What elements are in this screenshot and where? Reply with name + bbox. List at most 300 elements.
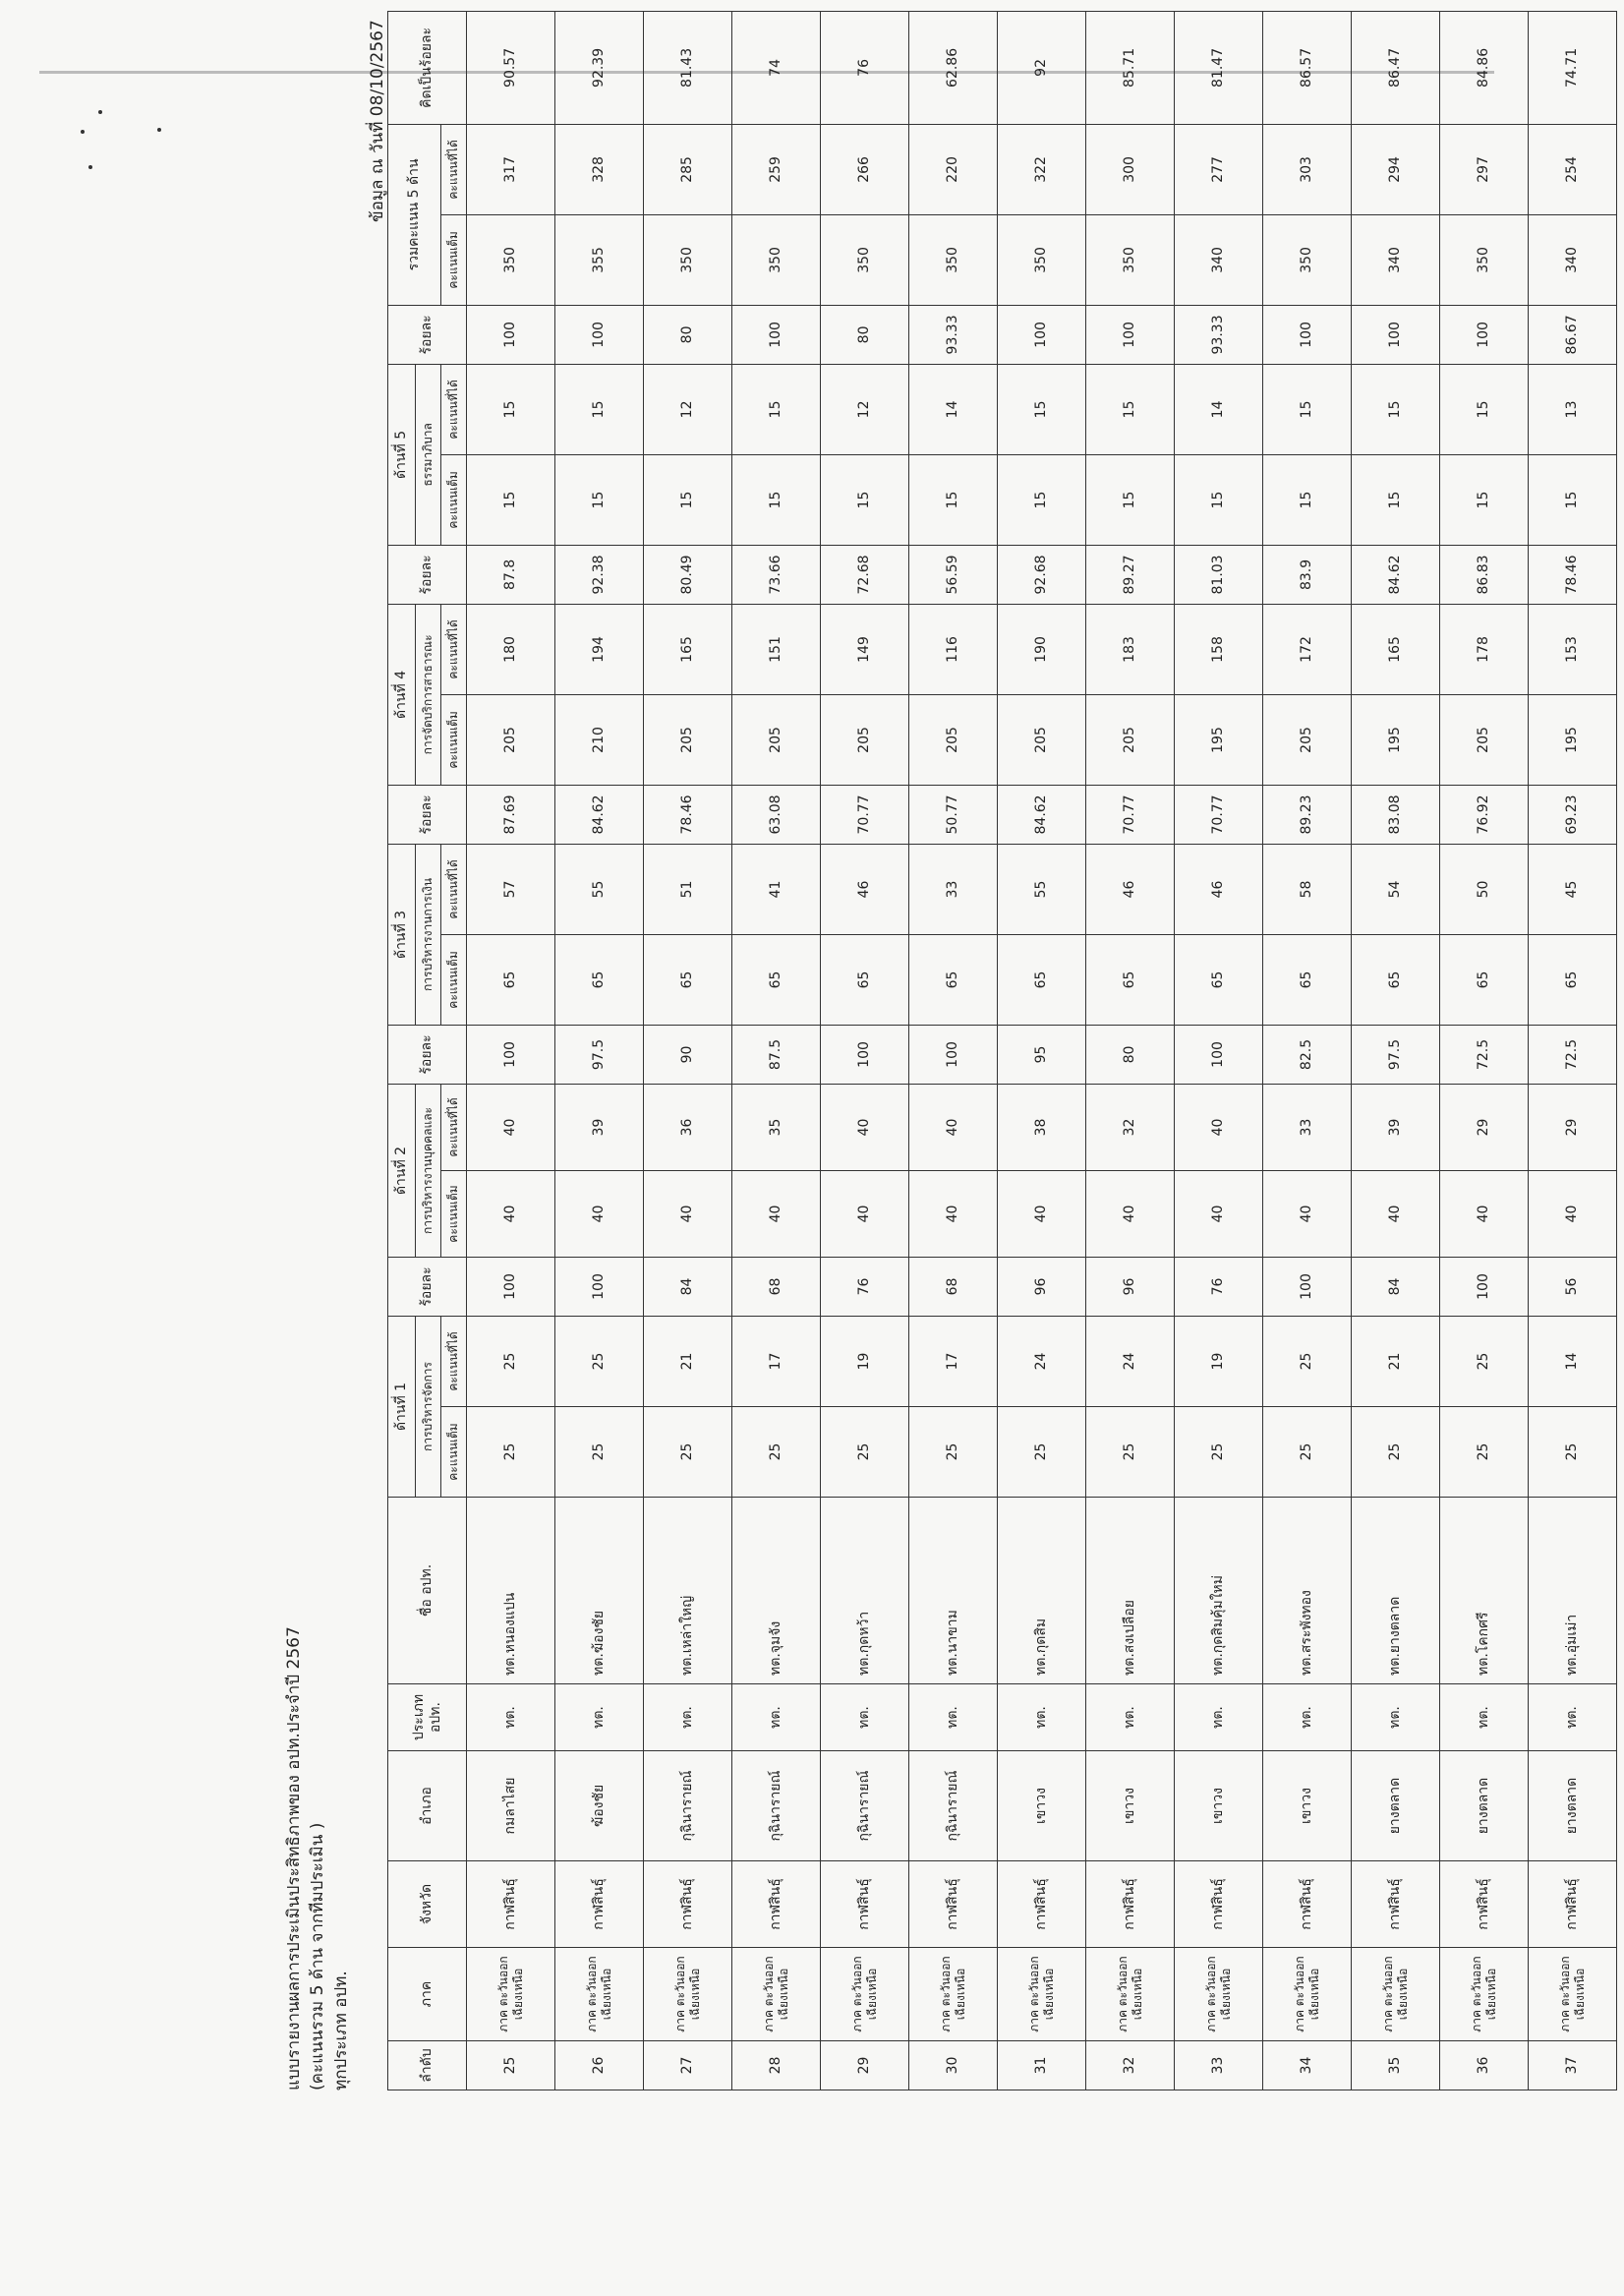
cell-province: กาฬสินธุ์ (821, 1861, 909, 1948)
cell-overall-pct: 74 (732, 11, 821, 124)
cell-overall-pct: 90.57 (467, 11, 555, 124)
cell-dim3-full: 65 (1440, 934, 1529, 1025)
cell-dim2-got: 29 (1529, 1084, 1617, 1170)
cell-dim2-pct: 80 (1086, 1025, 1175, 1084)
cell-dim1-got: 14 (1529, 1316, 1617, 1406)
cell-dim1-pct: 68 (909, 1257, 998, 1316)
cell-district: เขาวง (1086, 1751, 1175, 1861)
cell-dim5-full: 15 (998, 454, 1086, 545)
header-dim1-pct: ร้อยละ (388, 1257, 467, 1316)
cell-total-full: 350 (1440, 214, 1529, 305)
cell-dim5-pct: 80 (644, 305, 732, 364)
cell-dim3-got: 54 (1352, 844, 1440, 934)
cell-dim1-got: 25 (1440, 1316, 1529, 1406)
cell-no: 34 (1263, 2041, 1352, 2090)
cell-dim5-got: 15 (467, 364, 555, 454)
cell-dim5-pct: 100 (467, 305, 555, 364)
cell-dim4-pct: 80.49 (644, 545, 732, 604)
cell-dim5-pct: 80 (821, 305, 909, 364)
cell-dim3-pct: 84.62 (998, 785, 1086, 844)
cell-dim3-full: 65 (821, 934, 909, 1025)
cell-total-full: 350 (821, 214, 909, 305)
cell-district: ยางตลาด (1352, 1751, 1440, 1861)
cell-dim5-got: 14 (1175, 364, 1263, 454)
cell-region: ภาค ตะวันออกเฉียงเหนือ (1086, 1948, 1175, 2041)
cell-dim4-pct: 81.03 (1175, 545, 1263, 604)
cell-dim1-pct: 68 (732, 1257, 821, 1316)
cell-region: ภาค ตะวันออกเฉียงเหนือ (821, 1948, 909, 2041)
report-heading (273, 714, 381, 2090)
cell-dim4-pct: 78.46 (1529, 545, 1617, 604)
header-dim5-pct: ร้อยละ (388, 305, 467, 364)
cell-dim5-full: 15 (1263, 454, 1352, 545)
header-got: คะแนนที่ได้ (441, 1084, 467, 1170)
cell-province: กาฬสินธุ์ (1352, 1861, 1440, 1948)
cell-dim5-full: 15 (644, 454, 732, 545)
cell-dim4-pct: 73.66 (732, 545, 821, 604)
cell-dim3-full: 65 (1263, 934, 1352, 1025)
cell-lao-name: ทต.สงเปลือย (1086, 1498, 1175, 1684)
cell-total-got: 294 (1352, 124, 1440, 214)
cell-dim5-got: 15 (998, 364, 1086, 454)
cell-dim5-pct: 100 (1263, 305, 1352, 364)
cell-dim5-got: 15 (1352, 364, 1440, 454)
cell-dim1-pct: 100 (467, 1257, 555, 1316)
cell-dim1-full: 25 (998, 1407, 1086, 1498)
cell-overall-pct: 92.39 (555, 11, 644, 124)
report-scope: ทุกประเภท อปท. (331, 1971, 351, 2090)
header-dim2-name: การบริหารงานบุคคลและ (416, 1084, 441, 1257)
report-subtitle: (คะแนนรวม 5 ด้าน จากทีมประเมิน ) (308, 1822, 327, 2090)
cell-dim4-got: 178 (1440, 604, 1529, 694)
cell-dim2-got: 40 (1175, 1084, 1263, 1170)
cell-total-full: 350 (1086, 214, 1175, 305)
cell-dim4-full: 205 (1086, 694, 1175, 785)
cell-total-got: 266 (821, 124, 909, 214)
cell-region: ภาค ตะวันออกเฉียงเหนือ (1529, 1948, 1617, 2041)
cell-total-got: 277 (1175, 124, 1263, 214)
cell-total-full: 350 (467, 214, 555, 305)
cell-dim3-pct: 70.77 (1086, 785, 1175, 844)
cell-total-full: 350 (1263, 214, 1352, 305)
cell-dim4-got: 153 (1529, 604, 1617, 694)
header-region: ภาค (388, 1948, 467, 2041)
cell-overall-pct: 86.57 (1263, 11, 1352, 124)
table-row (1263, 11, 1352, 2090)
header-no: ลำดับ (388, 2041, 467, 2090)
cell-dim3-full: 65 (555, 934, 644, 1025)
cell-dim4-full: 195 (1529, 694, 1617, 785)
cell-dim1-pct: 76 (821, 1257, 909, 1316)
cell-dim4-pct: 92.68 (998, 545, 1086, 604)
cell-dim3-got: 46 (821, 844, 909, 934)
cell-dim5-got: 14 (909, 364, 998, 454)
cell-dim2-got: 33 (1263, 1084, 1352, 1170)
cell-dim2-full: 40 (1086, 1170, 1175, 1257)
cell-dim1-got: 19 (821, 1316, 909, 1406)
cell-lao-name: ทต.อุ่มเม่า (1529, 1498, 1617, 1684)
cell-dim2-got: 29 (1440, 1084, 1529, 1170)
cell-lao-name: ทต.เหล่าใหญ่ (644, 1498, 732, 1684)
cell-dim2-got: 40 (467, 1084, 555, 1170)
cell-province: กาฬสินธุ์ (644, 1861, 732, 1948)
cell-dim4-full: 205 (1263, 694, 1352, 785)
cell-dim1-pct: 76 (1175, 1257, 1263, 1316)
cell-dim3-full: 65 (1352, 934, 1440, 1025)
cell-lao-name: ทต.จุมจัง (732, 1498, 821, 1684)
cell-dim5-pct: 100 (1352, 305, 1440, 364)
header-dim3-name: การบริหารงานการเงิน (416, 844, 441, 1025)
cell-dim5-got: 15 (1086, 364, 1175, 454)
cell-region: ภาค ตะวันออกเฉียงเหนือ (909, 1948, 998, 2041)
header-dim3: ด้านที่ 3 (388, 844, 416, 1025)
header-got: คะแนนที่ได้ (441, 1316, 467, 1406)
cell-dim2-full: 40 (1440, 1170, 1529, 1257)
cell-district: ฆ้องชัย (555, 1751, 644, 1861)
cell-dim2-full: 40 (1175, 1170, 1263, 1257)
cell-dim3-got: 46 (1175, 844, 1263, 934)
cell-dim2-got: 32 (1086, 1084, 1175, 1170)
table-row (1175, 11, 1263, 2090)
cell-overall-pct: 74.71 (1529, 11, 1617, 124)
cell-lao-type: ทต. (644, 1684, 732, 1751)
as-of-date: ข้อมูล ณ วันที่ 08/10/2567 (368, 20, 387, 222)
header-full: คะแนนเต็ม (441, 934, 467, 1025)
cell-no: 27 (644, 2041, 732, 2090)
cell-province: กาฬสินธุ์ (1440, 1861, 1529, 1948)
cell-lao-type: ทต. (1175, 1684, 1263, 1751)
cell-lao-type: ทต. (1440, 1684, 1529, 1751)
cell-region: ภาค ตะวันออกเฉียงเหนือ (998, 1948, 1086, 2041)
cell-lao-type: ทต. (1263, 1684, 1352, 1751)
cell-dim2-pct: 100 (1175, 1025, 1263, 1084)
cell-lao-name: ทต.ยางตลาด (1352, 1498, 1440, 1684)
cell-lao-type: ทต. (467, 1684, 555, 1751)
cell-district: เขาวง (998, 1751, 1086, 1861)
table-row (1440, 11, 1529, 2090)
cell-dim5-full: 15 (467, 454, 555, 545)
cell-dim4-full: 205 (821, 694, 909, 785)
table-row (467, 11, 555, 2090)
cell-dim1-full: 25 (1086, 1407, 1175, 1498)
cell-overall-pct: 81.43 (644, 11, 732, 124)
cell-dim5-full: 15 (1352, 454, 1440, 545)
cell-dim4-pct: 83.9 (1263, 545, 1352, 604)
cell-dim2-got: 39 (1352, 1084, 1440, 1170)
cell-dim4-got: 151 (732, 604, 821, 694)
header-dim2: ด้านที่ 2 (388, 1084, 416, 1257)
cell-dim1-got: 25 (555, 1316, 644, 1406)
cell-overall-pct: 92 (998, 11, 1086, 124)
scan-speck (88, 165, 92, 169)
cell-dim3-full: 65 (644, 934, 732, 1025)
cell-region: ภาค ตะวันออกเฉียงเหนือ (1440, 1948, 1529, 2041)
cell-dim3-got: 33 (909, 844, 998, 934)
cell-dim1-got: 17 (909, 1316, 998, 1406)
table-row (732, 11, 821, 2090)
cell-dim1-pct: 96 (998, 1257, 1086, 1316)
cell-total-got: 220 (909, 124, 998, 214)
cell-dim2-got: 39 (555, 1084, 644, 1170)
cell-total-got: 297 (1440, 124, 1529, 214)
cell-dim1-full: 25 (644, 1407, 732, 1498)
cell-no: 28 (732, 2041, 821, 2090)
table-row (821, 11, 909, 2090)
header-dim1: ด้านที่ 1 (388, 1316, 416, 1497)
header-dim5-name: ธรรมาภิบาล (416, 364, 441, 545)
cell-dim5-full: 15 (1086, 454, 1175, 545)
cell-dim1-pct: 100 (1263, 1257, 1352, 1316)
cell-dim3-full: 65 (998, 934, 1086, 1025)
report-title: แบบรายงานผลการประเมินประสิทธิภาพของ อปท.ประจำปี 2567 (284, 1626, 304, 2090)
cell-dim4-pct: 84.62 (1352, 545, 1440, 604)
cell-dim1-got: 17 (732, 1316, 821, 1406)
cell-dim3-full: 65 (732, 934, 821, 1025)
cell-lao-name: ทต.สระพังทอง (1263, 1498, 1352, 1684)
cell-dim3-pct: 83.08 (1352, 785, 1440, 844)
cell-total-got: 300 (1086, 124, 1175, 214)
header-dim5: ด้านที่ 5 (388, 364, 416, 545)
cell-dim4-full: 205 (732, 694, 821, 785)
cell-dim5-full: 15 (1529, 454, 1617, 545)
header-got: คะแนนที่ได้ (441, 124, 467, 214)
cell-district: กุฉินารายณ์ (732, 1751, 821, 1861)
header-dim1-name: การบริหารจัดการ (416, 1316, 441, 1497)
cell-lao-name: ทต.หนองแปน (467, 1498, 555, 1684)
cell-dim4-pct: 87.8 (467, 545, 555, 604)
cell-province: กาฬสินธุ์ (1086, 1861, 1175, 1948)
cell-district: เขาวง (1263, 1751, 1352, 1861)
cell-dim3-pct: 50.77 (909, 785, 998, 844)
cell-dim2-pct: 95 (998, 1025, 1086, 1084)
cell-dim3-full: 65 (1529, 934, 1617, 1025)
cell-dim3-pct: 70.77 (821, 785, 909, 844)
cell-dim4-got: 183 (1086, 604, 1175, 694)
cell-dim2-full: 40 (644, 1170, 732, 1257)
cell-lao-type: ทต. (998, 1684, 1086, 1751)
cell-no: 36 (1440, 2041, 1529, 2090)
cell-dim1-got: 19 (1175, 1316, 1263, 1406)
cell-province: กาฬสินธุ์ (1175, 1861, 1263, 1948)
cell-dim5-pct: 100 (732, 305, 821, 364)
header-got: คะแนนที่ได้ (441, 364, 467, 454)
cell-district: ยางตลาด (1440, 1751, 1529, 1861)
cell-dim3-pct: 69.23 (1529, 785, 1617, 844)
cell-lao-name: ทต.โคกศรี (1440, 1498, 1529, 1684)
cell-dim4-got: 172 (1263, 604, 1352, 694)
cell-dim4-full: 195 (1175, 694, 1263, 785)
cell-no: 26 (555, 2041, 644, 2090)
cell-province: กาฬสินธุ์ (1529, 1861, 1617, 1948)
cell-dim2-full: 40 (555, 1170, 644, 1257)
cell-dim1-full: 25 (1263, 1407, 1352, 1498)
cell-total-full: 340 (1352, 214, 1440, 305)
cell-dim5-full: 15 (555, 454, 644, 545)
cell-dim3-got: 58 (1263, 844, 1352, 934)
cell-dim3-got: 41 (732, 844, 821, 934)
cell-dim5-pct: 86.67 (1529, 305, 1617, 364)
cell-dim4-pct: 89.27 (1086, 545, 1175, 604)
cell-dim5-pct: 100 (555, 305, 644, 364)
cell-dim4-full: 205 (1440, 694, 1529, 785)
cell-lao-name: ทต.นาขาม (909, 1498, 998, 1684)
cell-total-full: 340 (1175, 214, 1263, 305)
cell-total-full: 350 (732, 214, 821, 305)
cell-dim2-full: 40 (821, 1170, 909, 1257)
cell-district: ยางตลาด (1529, 1751, 1617, 1861)
cell-total-full: 350 (909, 214, 998, 305)
cell-total-got: 322 (998, 124, 1086, 214)
cell-district: กุฉินารายณ์ (821, 1751, 909, 1861)
cell-dim4-pct: 86.83 (1440, 545, 1529, 604)
cell-dim2-pct: 72.5 (1529, 1025, 1617, 1084)
cell-dim5-got: 15 (555, 364, 644, 454)
cell-dim4-got: 190 (998, 604, 1086, 694)
cell-overall-pct: 85.71 (1086, 11, 1175, 124)
cell-region: ภาค ตะวันออกเฉียงเหนือ (1263, 1948, 1352, 2041)
cell-dim2-pct: 100 (909, 1025, 998, 1084)
cell-dim4-got: 165 (1352, 604, 1440, 694)
header-overall-pct: คิดเป็นร้อยละ (388, 11, 467, 124)
cell-dim1-got: 25 (467, 1316, 555, 1406)
cell-overall-pct: 76 (821, 11, 909, 124)
cell-no: 25 (467, 2041, 555, 2090)
cell-dim4-got: 116 (909, 604, 998, 694)
header-lao-name: ชื่อ อปท. (388, 1498, 467, 1684)
cell-dim4-full: 205 (909, 694, 998, 785)
cell-region: ภาค ตะวันออกเฉียงเหนือ (467, 1948, 555, 2041)
table-row (909, 11, 998, 2090)
cell-dim2-pct: 100 (467, 1025, 555, 1084)
cell-dim3-got: 45 (1529, 844, 1617, 934)
cell-dim2-pct: 87.5 (732, 1025, 821, 1084)
cell-dim2-full: 40 (1263, 1170, 1352, 1257)
cell-no: 33 (1175, 2041, 1263, 2090)
cell-dim3-got: 46 (1086, 844, 1175, 934)
cell-dim1-full: 25 (555, 1407, 644, 1498)
cell-total-got: 254 (1529, 124, 1617, 214)
cell-dim2-full: 40 (732, 1170, 821, 1257)
cell-total-full: 350 (644, 214, 732, 305)
cell-dim1-pct: 100 (1440, 1257, 1529, 1316)
header-got: คะแนนที่ได้ (441, 844, 467, 934)
cell-lao-type: ทต. (732, 1684, 821, 1751)
cell-district: กุฉินารายณ์ (644, 1751, 732, 1861)
header-lao-type: ประเภท อปท. (388, 1684, 467, 1751)
header-full: คะแนนเต็ม (441, 694, 467, 785)
header-full: คะแนนเต็ม (441, 214, 467, 305)
cell-dim1-full: 25 (1440, 1407, 1529, 1498)
cell-province: กาฬสินธุ์ (467, 1861, 555, 1948)
cell-province: กาฬสินธุ์ (998, 1861, 1086, 1948)
cell-dim2-pct: 72.5 (1440, 1025, 1529, 1084)
cell-dim1-pct: 56 (1529, 1257, 1617, 1316)
cell-dim2-got: 40 (821, 1084, 909, 1170)
cell-dim3-pct: 87.69 (467, 785, 555, 844)
cell-dim5-pct: 93.33 (1175, 305, 1263, 364)
cell-dim5-full: 15 (909, 454, 998, 545)
cell-no: 30 (909, 2041, 998, 2090)
cell-dim1-full: 25 (1175, 1407, 1263, 1498)
cell-dim1-full: 25 (1529, 1407, 1617, 1498)
cell-dim4-got: 165 (644, 604, 732, 694)
cell-dim2-pct: 100 (821, 1025, 909, 1084)
cell-overall-pct: 81.47 (1175, 11, 1263, 124)
cell-district: เขาวง (1175, 1751, 1263, 1861)
header-total: รวมคะแนน 5 ด้าน (388, 124, 441, 305)
scan-speck (81, 130, 85, 134)
cell-dim2-pct: 90 (644, 1025, 732, 1084)
cell-dim3-pct: 63.08 (732, 785, 821, 844)
cell-dim1-pct: 84 (644, 1257, 732, 1316)
cell-lao-type: ทต. (555, 1684, 644, 1751)
cell-dim1-full: 25 (732, 1407, 821, 1498)
cell-dim4-full: 205 (467, 694, 555, 785)
cell-lao-name: ทต.กุดสิม (998, 1498, 1086, 1684)
cell-region: ภาค ตะวันออกเฉียงเหนือ (555, 1948, 644, 2041)
cell-dim2-full: 40 (998, 1170, 1086, 1257)
cell-dim3-got: 55 (998, 844, 1086, 934)
header-full: คะแนนเต็ม (441, 1170, 467, 1257)
cell-dim1-got: 24 (1086, 1316, 1175, 1406)
cell-total-got: 317 (467, 124, 555, 214)
rotated-report-sheet (273, 20, 1587, 2090)
cell-lao-name: ทต.กุดสิมคุ้มใหม่ (1175, 1498, 1263, 1684)
cell-dim3-full: 65 (1175, 934, 1263, 1025)
cell-dim5-got: 15 (1263, 364, 1352, 454)
cell-dim5-full: 15 (1440, 454, 1529, 545)
cell-lao-type: ทต. (1529, 1684, 1617, 1751)
cell-region: ภาค ตะวันออกเฉียงเหนือ (644, 1948, 732, 2041)
cell-dim1-pct: 100 (555, 1257, 644, 1316)
cell-overall-pct: 62.86 (909, 11, 998, 124)
cell-dim3-pct: 78.46 (644, 785, 732, 844)
cell-dim1-full: 25 (821, 1407, 909, 1498)
cell-total-full: 340 (1529, 214, 1617, 305)
cell-dim3-full: 65 (467, 934, 555, 1025)
cell-lao-name: ทต.กุดหว้า (821, 1498, 909, 1684)
cell-dim2-full: 40 (1352, 1170, 1440, 1257)
cell-dim2-pct: 97.5 (1352, 1025, 1440, 1084)
cell-dim4-full: 195 (1352, 694, 1440, 785)
cell-dim4-pct: 72.68 (821, 545, 909, 604)
cell-dim3-pct: 76.92 (1440, 785, 1529, 844)
header-dim4: ด้านที่ 4 (388, 604, 416, 785)
cell-province: กาฬสินธุ์ (732, 1861, 821, 1948)
cell-dim5-got: 12 (821, 364, 909, 454)
cell-dim2-pct: 97.5 (555, 1025, 644, 1084)
cell-province: กาฬสินธุ์ (909, 1861, 998, 1948)
cell-no: 29 (821, 2041, 909, 2090)
cell-dim4-got: 158 (1175, 604, 1263, 694)
cell-dim1-pct: 84 (1352, 1257, 1440, 1316)
cell-dim2-got: 40 (909, 1084, 998, 1170)
table-row (998, 11, 1086, 2090)
header-got: คะแนนที่ได้ (441, 604, 467, 694)
cell-total-got: 303 (1263, 124, 1352, 214)
cell-dim4-pct: 92.38 (555, 545, 644, 604)
cell-dim1-got: 21 (644, 1316, 732, 1406)
cell-dim4-got: 149 (821, 604, 909, 694)
scan-speck (157, 128, 161, 132)
cell-dim3-pct: 89.23 (1263, 785, 1352, 844)
table-row (1529, 11, 1617, 2090)
cell-district: กมลาไสย (467, 1751, 555, 1861)
header-district: อำเภอ (388, 1751, 467, 1861)
table-row (555, 11, 644, 2090)
cell-district: กุฉินารายณ์ (909, 1751, 998, 1861)
cell-dim5-pct: 93.33 (909, 305, 998, 364)
